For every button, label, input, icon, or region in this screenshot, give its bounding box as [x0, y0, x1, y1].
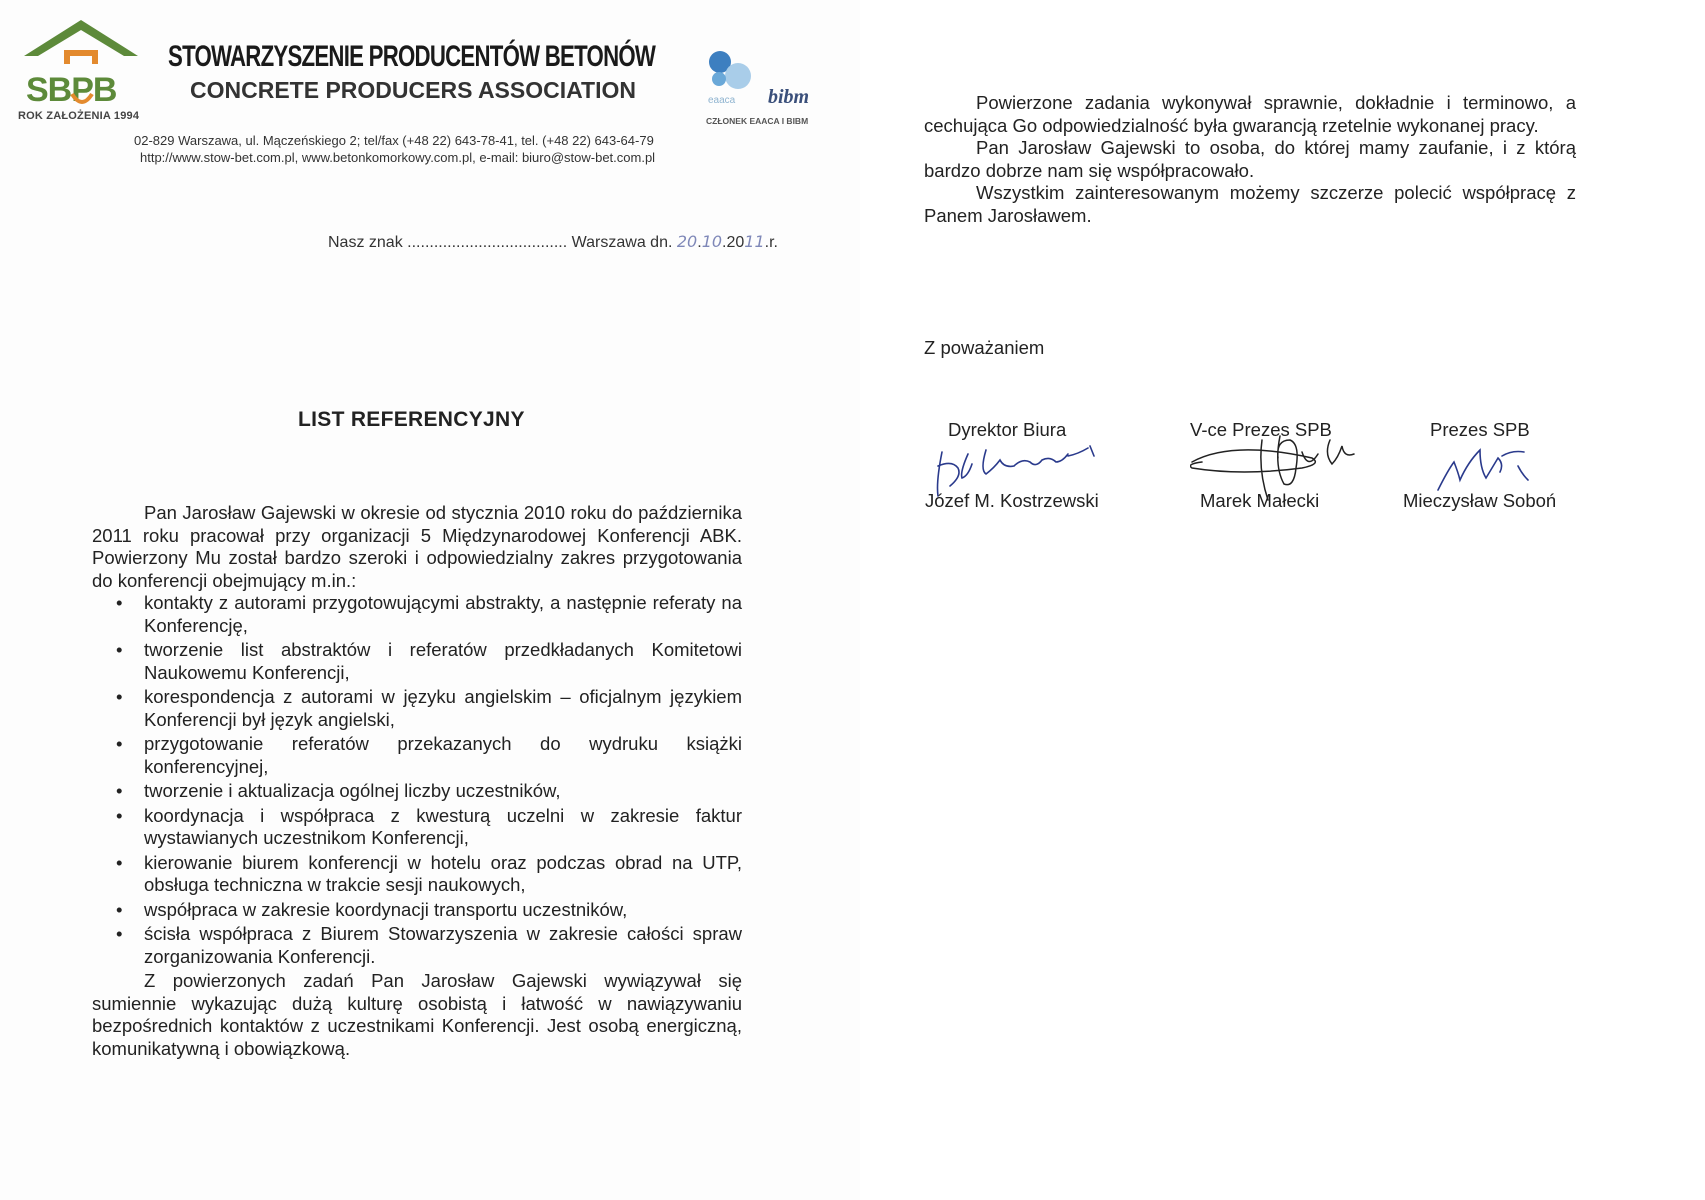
logo-text: SBPB [26, 71, 117, 109]
signatory-role: V-ce Prezes SPB [1190, 419, 1332, 440]
list-item: • tworzenie i aktualizacja ogólnej liczby uczestników, [144, 780, 742, 803]
intro-paragraph: Pan Jarosław Gajewski w okresie od stycznia 2010 roku do października 2011 roku pracował przy organizacji 5 Międzynarodowej Konferencji ABK. Powierzony Mu został bardzo szeroki i odpowiedzialny zakres przygotowania do konferencji obejmujący m.in.: [92, 502, 742, 591]
closing-paragraph: Z powierzonych zadań Pan Jarosław Gajewski wywiązywał się sumiennie wykazując dużą kulturę osobistą i łatwość w nawiązywaniu bezpośrednich kontaktów z uczestnikami Konferencji. Jest osobą energiczną, komunikatywną i obowiązkową. [92, 970, 742, 1059]
list-item: • ścisła współpraca z Biurem Stowarzyszenia w zakresie całości spraw zorganizowania Konferencji. [144, 923, 742, 968]
web-line: http://www.stow-bet.com.pl, www.betonkomorkowy.com.pl, e-mail: biuro@stow-bet.com.pl [140, 150, 656, 165]
regards: Z poważaniem [924, 337, 1045, 358]
eaaca-label: eaaca [708, 95, 736, 106]
date-suffix: r. [769, 234, 778, 251]
list-item: • przygotowanie referatów przekazanych do wydruku książki konferencyjnej, [144, 733, 742, 778]
signatory-name: Józef M. Kostrzewski [925, 490, 1099, 511]
document-title: LIST REFERENCYJNY [298, 408, 525, 431]
list-item: • korespondencja z autorami w języku angielskim – oficjalnym językiem Konferencji był język angielski, [144, 686, 742, 731]
list-item: • kierowanie biurem konferencji w hotelu oraz podczas obrad na UTP, obsługa techniczna w trakcie sesji naukowych, [144, 852, 742, 897]
sbpb-logo [20, 18, 142, 120]
letter-body-left [92, 502, 742, 1060]
list-item: • współpraca w zakresie koordynacji transportu uczestników, [144, 899, 742, 922]
letter-body-right [924, 92, 1576, 227]
signatory-name: Marek Małecki [1200, 490, 1320, 511]
paragraph: Powierzone zadania wykonywał sprawnie, dokładnie i terminowo, a cechująca Go odpowiedzialność była gwarancją rzetelnie wykonanej pracy. [924, 92, 1576, 136]
reference-line: Nasz znak .................................... Warszawa dn. 20.10.2011.r. [328, 232, 778, 251]
bibm-logo: bibm [768, 86, 810, 108]
org-name-pl: STOWARZYSZENIE PRODUCENTÓW BETONÓW [168, 40, 656, 73]
list-item: • kontakty z autorami przygotowującymi abstrakty, a następnie referaty na Konferencję, [144, 592, 742, 637]
address-line: 02-829 Warszawa, ul. Mączeńskiego 2; tel/fax (+48 22) 643-78-41, tel. (+48 22) 643-64-79 [134, 133, 654, 148]
signatory-role: Prezes SPB [1430, 419, 1530, 440]
our-ref-label: Nasz znak [328, 234, 403, 251]
date-year-prefix: 20 [726, 234, 745, 251]
signatory-role: Dyrektor Biura [948, 419, 1067, 440]
city-date-label: Warszawa dn. [571, 234, 673, 251]
founded-year: ROK ZAŁOŻENIA 1994 [18, 110, 140, 122]
signature-sobon [1432, 446, 1562, 496]
date-month: 10 [701, 232, 723, 251]
org-name-en: CONCRETE PRODUCERS ASSOCIATION [190, 77, 636, 103]
list-item: • tworzenie list abstraktów i referatów przedkładanych Komitetowi Naukowemu Konferencji, [144, 639, 742, 684]
membership-note: CZŁONEK EAACA I BIBM [706, 116, 809, 126]
date-year: 11 [744, 232, 765, 251]
list-item: • koordynacja i współpraca z kwesturą uczelni w zakresie faktur wystawianych uczestnikom Konferencji, [144, 805, 742, 850]
date-day: 20 [676, 232, 698, 251]
signatory-name: Mieczysław Soboń [1403, 490, 1557, 511]
paragraph: Wszystkim zainteresowanym możemy szczerze polecić współpracę z Panem Jarosławem. [924, 182, 1576, 226]
paragraph: Pan Jarosław Gajewski to osoba, do której mamy zaufanie, i z którą bardzo dobrze nam się współpracowało. [924, 137, 1576, 181]
duties-list [92, 592, 742, 968]
our-ref-dots: .................................... [407, 234, 568, 251]
